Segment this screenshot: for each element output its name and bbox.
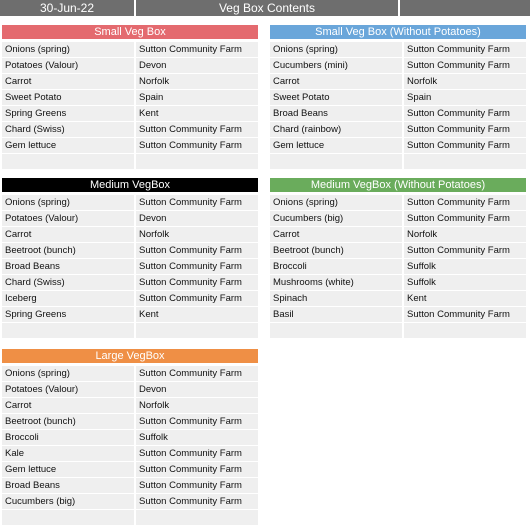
vegetable-cell: Broad Beans — [2, 478, 134, 494]
table-row — [2, 307, 258, 323]
vegetable-cell: Onions (spring) — [2, 366, 134, 382]
source-cell: Sutton Community Farm — [404, 58, 526, 74]
vegetable-cell: Carrot — [2, 74, 134, 90]
source-cell: Sutton Community Farm — [404, 195, 526, 211]
vegetable-cell: Cucumbers (mini) — [270, 58, 402, 74]
table-row — [270, 58, 526, 74]
table-row — [2, 42, 258, 58]
medium-veg-box-title: Medium VegBox — [2, 178, 258, 192]
source-cell: Suffolk — [404, 259, 526, 275]
vegetable-cell: Spinach — [270, 291, 402, 307]
source-cell: Sutton Community Farm — [136, 291, 258, 307]
vegetable-cell: Gem lettuce — [2, 462, 134, 478]
source-cell: Sutton Community Farm — [136, 122, 258, 138]
source-cell: Kent — [404, 291, 526, 307]
table-row — [270, 227, 526, 243]
table-row — [2, 138, 258, 154]
vegetable-cell: Gem lettuce — [2, 138, 134, 154]
source-cell: Sutton Community Farm — [404, 211, 526, 227]
source-cell: Sutton Community Farm — [136, 366, 258, 382]
vegetable-cell: Broccoli — [270, 259, 402, 275]
vegetable-cell: Basil — [270, 307, 402, 323]
table-row — [2, 510, 258, 526]
table-row — [2, 398, 258, 414]
sheet-title-cell: Veg Box Contents — [136, 0, 398, 16]
source-cell: Sutton Community Farm — [404, 42, 526, 58]
table-row — [2, 58, 258, 74]
table-row — [2, 122, 258, 138]
vegetable-cell — [2, 323, 134, 339]
large-veg-box — [2, 349, 258, 526]
source-cell: Norfolk — [136, 227, 258, 243]
source-cell: Sutton Community Farm — [404, 106, 526, 122]
table-row — [270, 243, 526, 259]
table-row — [270, 74, 526, 90]
table-row — [2, 154, 258, 170]
source-cell — [404, 323, 526, 339]
table-row — [270, 211, 526, 227]
small-veg-box-without-potatoes — [270, 25, 526, 170]
table-row — [2, 462, 258, 478]
source-cell: Kent — [136, 106, 258, 122]
vegetable-cell: Sweet Potato — [2, 90, 134, 106]
source-cell: Norfolk — [136, 398, 258, 414]
source-cell: Sutton Community Farm — [404, 243, 526, 259]
source-cell: Sutton Community Farm — [136, 414, 258, 430]
vegetable-cell: Chard (Swiss) — [2, 275, 134, 291]
table-row — [2, 195, 258, 211]
vegetable-cell: Carrot — [270, 74, 402, 90]
table-row — [270, 138, 526, 154]
source-cell: Norfolk — [404, 227, 526, 243]
source-cell: Sutton Community Farm — [136, 446, 258, 462]
medium-veg-box — [2, 178, 258, 339]
source-cell: Suffolk — [404, 275, 526, 291]
vegetable-cell: Kale — [2, 446, 134, 462]
source-cell: Sutton Community Farm — [136, 243, 258, 259]
source-cell: Sutton Community Farm — [404, 122, 526, 138]
vegetable-cell: Potatoes (Valour) — [2, 382, 134, 398]
source-cell — [136, 323, 258, 339]
large-veg-box-title: Large VegBox — [2, 349, 258, 363]
table-row — [2, 243, 258, 259]
table-row — [2, 291, 258, 307]
vegetable-cell: Spring Greens — [2, 307, 134, 323]
source-cell: Sutton Community Farm — [404, 138, 526, 154]
source-cell: Spain — [404, 90, 526, 106]
table-row — [2, 106, 258, 122]
table-row — [2, 430, 258, 446]
vegetable-cell: Chard (Swiss) — [2, 122, 134, 138]
vegetable-cell: Beetroot (bunch) — [270, 243, 402, 259]
vegetable-cell: Carrot — [270, 227, 402, 243]
vegetable-cell: Potatoes (Valour) — [2, 211, 134, 227]
vegetable-cell: Beetroot (bunch) — [2, 243, 134, 259]
table-row — [2, 323, 258, 339]
source-cell: Norfolk — [404, 74, 526, 90]
medium-veg-box-without-potatoes-title: Medium VegBox (Without Potatoes) — [270, 178, 526, 192]
table-row — [270, 195, 526, 211]
source-cell: Sutton Community Farm — [136, 462, 258, 478]
vegetable-cell — [2, 510, 134, 526]
source-cell: Spain — [136, 90, 258, 106]
table-row — [270, 154, 526, 170]
table-row — [2, 90, 258, 106]
source-cell: Norfolk — [136, 74, 258, 90]
table-row — [2, 259, 258, 275]
date-header-cell: 30-Jun-22 — [0, 0, 134, 16]
vegetable-cell: Beetroot (bunch) — [2, 414, 134, 430]
vegetable-cell: Onions (spring) — [2, 195, 134, 211]
source-cell: Sutton Community Farm — [136, 259, 258, 275]
source-cell: Sutton Community Farm — [136, 494, 258, 510]
table-row — [2, 446, 258, 462]
vegetable-cell: Carrot — [2, 227, 134, 243]
vegetable-cell: Onions (spring) — [270, 195, 402, 211]
vegetable-cell — [270, 323, 402, 339]
source-cell: Devon — [136, 382, 258, 398]
source-cell: Sutton Community Farm — [136, 275, 258, 291]
source-cell: Kent — [136, 307, 258, 323]
table-row — [2, 366, 258, 382]
vegetable-cell: Sweet Potato — [270, 90, 402, 106]
vegetable-cell: Cucumbers (big) — [2, 494, 134, 510]
medium-veg-box-without-potatoes — [270, 178, 526, 339]
vegetable-cell: Carrot — [2, 398, 134, 414]
source-cell: Devon — [136, 211, 258, 227]
table-row — [270, 275, 526, 291]
source-cell: Sutton Community Farm — [404, 307, 526, 323]
vegetable-cell: Broccoli — [2, 430, 134, 446]
source-cell: Devon — [136, 58, 258, 74]
vegetable-cell: Onions (spring) — [2, 42, 134, 58]
source-cell: Sutton Community Farm — [136, 42, 258, 58]
source-cell — [404, 154, 526, 170]
table-row — [2, 494, 258, 510]
source-cell: Sutton Community Farm — [136, 138, 258, 154]
table-row — [270, 122, 526, 138]
table-row — [270, 323, 526, 339]
small-veg-box — [2, 25, 258, 170]
source-cell — [136, 154, 258, 170]
vegetable-cell: Broad Beans — [270, 106, 402, 122]
small-veg-box-without-potatoes-title: Small Veg Box (Without Potatoes) — [270, 25, 526, 39]
vegetable-cell — [2, 154, 134, 170]
table-row — [270, 90, 526, 106]
table-row — [270, 42, 526, 58]
vegetable-cell: Mushrooms (white) — [270, 275, 402, 291]
table-row — [270, 291, 526, 307]
table-row — [2, 211, 258, 227]
source-cell: Sutton Community Farm — [136, 195, 258, 211]
table-row — [2, 74, 258, 90]
vegetable-cell: Broad Beans — [2, 259, 134, 275]
small-veg-box-title: Small Veg Box — [2, 25, 258, 39]
source-cell: Suffolk — [136, 430, 258, 446]
source-cell: Sutton Community Farm — [136, 478, 258, 494]
table-row — [2, 382, 258, 398]
source-cell — [136, 510, 258, 526]
vegetable-cell: Spring Greens — [2, 106, 134, 122]
vegetable-cell: Chard (rainbow) — [270, 122, 402, 138]
vegetable-cell: Gem lettuce — [270, 138, 402, 154]
vegetable-cell: Cucumbers (big) — [270, 211, 402, 227]
table-row — [2, 275, 258, 291]
table-row — [2, 414, 258, 430]
vegetable-cell — [270, 154, 402, 170]
table-row — [2, 227, 258, 243]
table-row — [2, 478, 258, 494]
table-row — [270, 259, 526, 275]
table-row — [270, 307, 526, 323]
header-empty-cell — [400, 0, 530, 16]
vegetable-cell: Onions (spring) — [270, 42, 402, 58]
vegetable-cell: Potatoes (Valour) — [2, 58, 134, 74]
table-row — [270, 106, 526, 122]
vegetable-cell: Iceberg — [2, 291, 134, 307]
